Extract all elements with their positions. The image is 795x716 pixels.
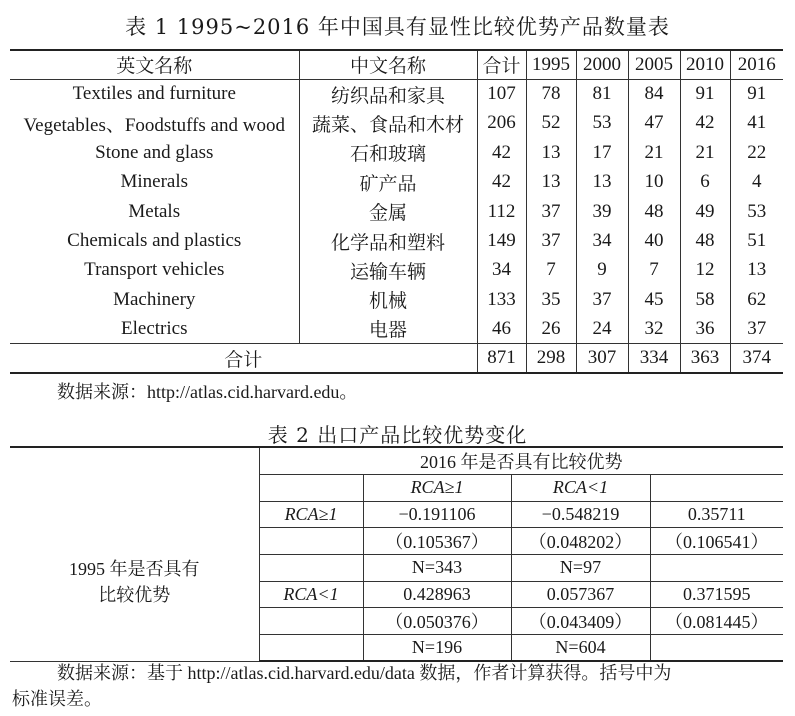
count-cell: 24	[576, 315, 628, 344]
total-label: 合计	[10, 344, 477, 373]
count-cell: 13	[526, 138, 576, 167]
count-cell: 26	[526, 315, 576, 344]
table1-header-row	[10, 50, 783, 79]
count-cell: 40	[628, 226, 680, 255]
total-cell: 374	[730, 344, 783, 373]
table-row	[10, 138, 783, 167]
count-cell: 53	[576, 109, 628, 138]
chinese-name-cell: 石和玻璃	[299, 138, 477, 167]
coef-cell: −0.548219	[511, 501, 650, 528]
count-cell: 62	[730, 285, 783, 314]
header-chinese-name: 中文名称	[299, 50, 477, 79]
count-cell: 13	[526, 168, 576, 197]
count-cell: 13	[576, 168, 628, 197]
count-cell: 9	[576, 256, 628, 285]
table-row	[10, 226, 783, 255]
header-total: 合计	[477, 50, 526, 79]
count-cell: 45	[628, 285, 680, 314]
count-cell: 206	[477, 109, 526, 138]
total-cell: 871	[477, 344, 526, 373]
se-cell: （0.050376）	[363, 608, 511, 635]
chinese-name-cell: 纺织品和家具	[299, 79, 477, 108]
header-english-name: 英文名称	[10, 50, 299, 79]
n-cell: N=97	[511, 555, 650, 582]
total-cell: 334	[628, 344, 680, 373]
se-cell: （0.081445）	[650, 608, 783, 635]
se-cell: （0.048202）	[511, 528, 650, 555]
chinese-name-cell: 运输车辆	[299, 256, 477, 285]
count-cell: 37	[576, 285, 628, 314]
count-cell: 12	[680, 256, 730, 285]
count-cell: 81	[576, 79, 628, 108]
table2-corner	[10, 447, 259, 475]
table-row	[10, 109, 783, 138]
row-group-label: 1995 年是否具有 比较优势	[10, 501, 259, 661]
n-cell: N=343	[363, 555, 511, 582]
table2-title: 表 2 出口产品比较优势变化	[267, 423, 528, 447]
se-cell: （0.043409）	[511, 608, 650, 635]
total-cell: 298	[526, 344, 576, 373]
english-name-cell: Metals	[10, 197, 299, 226]
count-cell: 37	[526, 226, 576, 255]
chinese-name-cell: 电器	[299, 315, 477, 344]
coef-cell: 0.057367	[511, 581, 650, 608]
count-cell: 21	[628, 138, 680, 167]
count-cell: 17	[576, 138, 628, 167]
count-cell: 53	[730, 197, 783, 226]
count-cell: 41	[730, 109, 783, 138]
count-cell: 42	[680, 109, 730, 138]
header-2010: 2010	[680, 50, 730, 79]
col-label-rca-ge1: RCA≥1	[363, 475, 511, 502]
count-cell: 39	[576, 197, 628, 226]
chinese-name-cell: 化学品和塑料	[299, 226, 477, 255]
count-cell: 21	[680, 138, 730, 167]
table1-title: 表 1 1995~2016 年中国具有显性比较优势产品数量表	[125, 15, 670, 39]
count-cell: 133	[477, 285, 526, 314]
se-cell: （0.106541）	[650, 528, 783, 555]
total-cell: 363	[680, 344, 730, 373]
coef-cell: 0.371595	[650, 581, 783, 608]
count-cell: 37	[526, 197, 576, 226]
count-cell: 46	[477, 315, 526, 344]
table-row	[10, 197, 783, 226]
chinese-name-cell: 机械	[299, 285, 477, 314]
header-2005: 2005	[628, 50, 680, 79]
table2-header-row	[10, 447, 783, 475]
english-name-cell: Textiles and furniture	[10, 79, 299, 108]
coef-cell: 0.428963	[363, 581, 511, 608]
count-cell: 47	[628, 109, 680, 138]
chinese-name-cell: 矿产品	[299, 168, 477, 197]
count-cell: 78	[526, 79, 576, 108]
count-cell: 7	[628, 256, 680, 285]
count-cell: 49	[680, 197, 730, 226]
table2-col-label-row	[10, 475, 783, 502]
count-cell: 34	[576, 226, 628, 255]
table2	[10, 446, 783, 662]
count-cell: 37	[730, 315, 783, 344]
n-cell: N=196	[363, 635, 511, 662]
count-cell: 91	[680, 79, 730, 108]
header-2016: 2016	[730, 50, 783, 79]
row-label-rca-ge1: RCA≥1	[259, 501, 363, 528]
se-cell: （0.105367）	[363, 528, 511, 555]
count-cell: 22	[730, 138, 783, 167]
chinese-name-cell: 金属	[299, 197, 477, 226]
coef-cell: 0.35711	[650, 501, 783, 528]
count-cell: 48	[680, 226, 730, 255]
table-row	[10, 168, 783, 197]
table-row	[10, 285, 783, 314]
count-cell: 42	[477, 168, 526, 197]
english-name-cell: Minerals	[10, 168, 299, 197]
count-cell: 112	[477, 197, 526, 226]
table-row	[10, 79, 783, 108]
coef-cell: −0.191106	[363, 501, 511, 528]
table2-header: 2016 年是否具有比较优势	[259, 447, 783, 475]
table-row	[10, 256, 783, 285]
table2-source-note: 数据来源：基于 http://atlas.cid.harvard.edu/data 数据，作者计算获得。括号中为 标准误差。	[12, 663, 672, 709]
count-cell: 52	[526, 109, 576, 138]
count-cell: 35	[526, 285, 576, 314]
count-cell: 13	[730, 256, 783, 285]
table1	[10, 49, 783, 374]
n-cell: N=604	[511, 635, 650, 662]
english-name-cell: Chemicals and plastics	[10, 226, 299, 255]
count-cell: 34	[477, 256, 526, 285]
english-name-cell: Stone and glass	[10, 138, 299, 167]
count-cell: 58	[680, 285, 730, 314]
english-name-cell: Electrics	[10, 315, 299, 344]
table-row	[10, 315, 783, 344]
english-name-cell: Machinery	[10, 285, 299, 314]
count-cell: 51	[730, 226, 783, 255]
count-cell: 149	[477, 226, 526, 255]
count-cell: 6	[680, 168, 730, 197]
count-cell: 32	[628, 315, 680, 344]
header-1995: 1995	[526, 50, 576, 79]
row-label-rca-lt1: RCA<1	[259, 581, 363, 608]
chinese-name-cell: 蔬菜、食品和木材	[299, 109, 477, 138]
count-cell: 107	[477, 79, 526, 108]
col-label-rca-lt1: RCA<1	[511, 475, 650, 502]
count-cell: 4	[730, 168, 783, 197]
count-cell: 36	[680, 315, 730, 344]
count-cell: 10	[628, 168, 680, 197]
total-cell: 307	[576, 344, 628, 373]
english-name-cell: Transport vehicles	[10, 256, 299, 285]
count-cell: 48	[628, 197, 680, 226]
table-row	[10, 501, 783, 528]
header-2000: 2000	[576, 50, 628, 79]
table1-source-note: 数据来源：http://atlas.cid.harvard.edu。	[57, 382, 358, 402]
table1-total-row	[10, 344, 783, 373]
count-cell: 42	[477, 138, 526, 167]
count-cell: 7	[526, 256, 576, 285]
count-cell: 84	[628, 79, 680, 108]
count-cell: 91	[730, 79, 783, 108]
english-name-cell: Vegetables、Foodstuffs and wood	[10, 109, 299, 138]
